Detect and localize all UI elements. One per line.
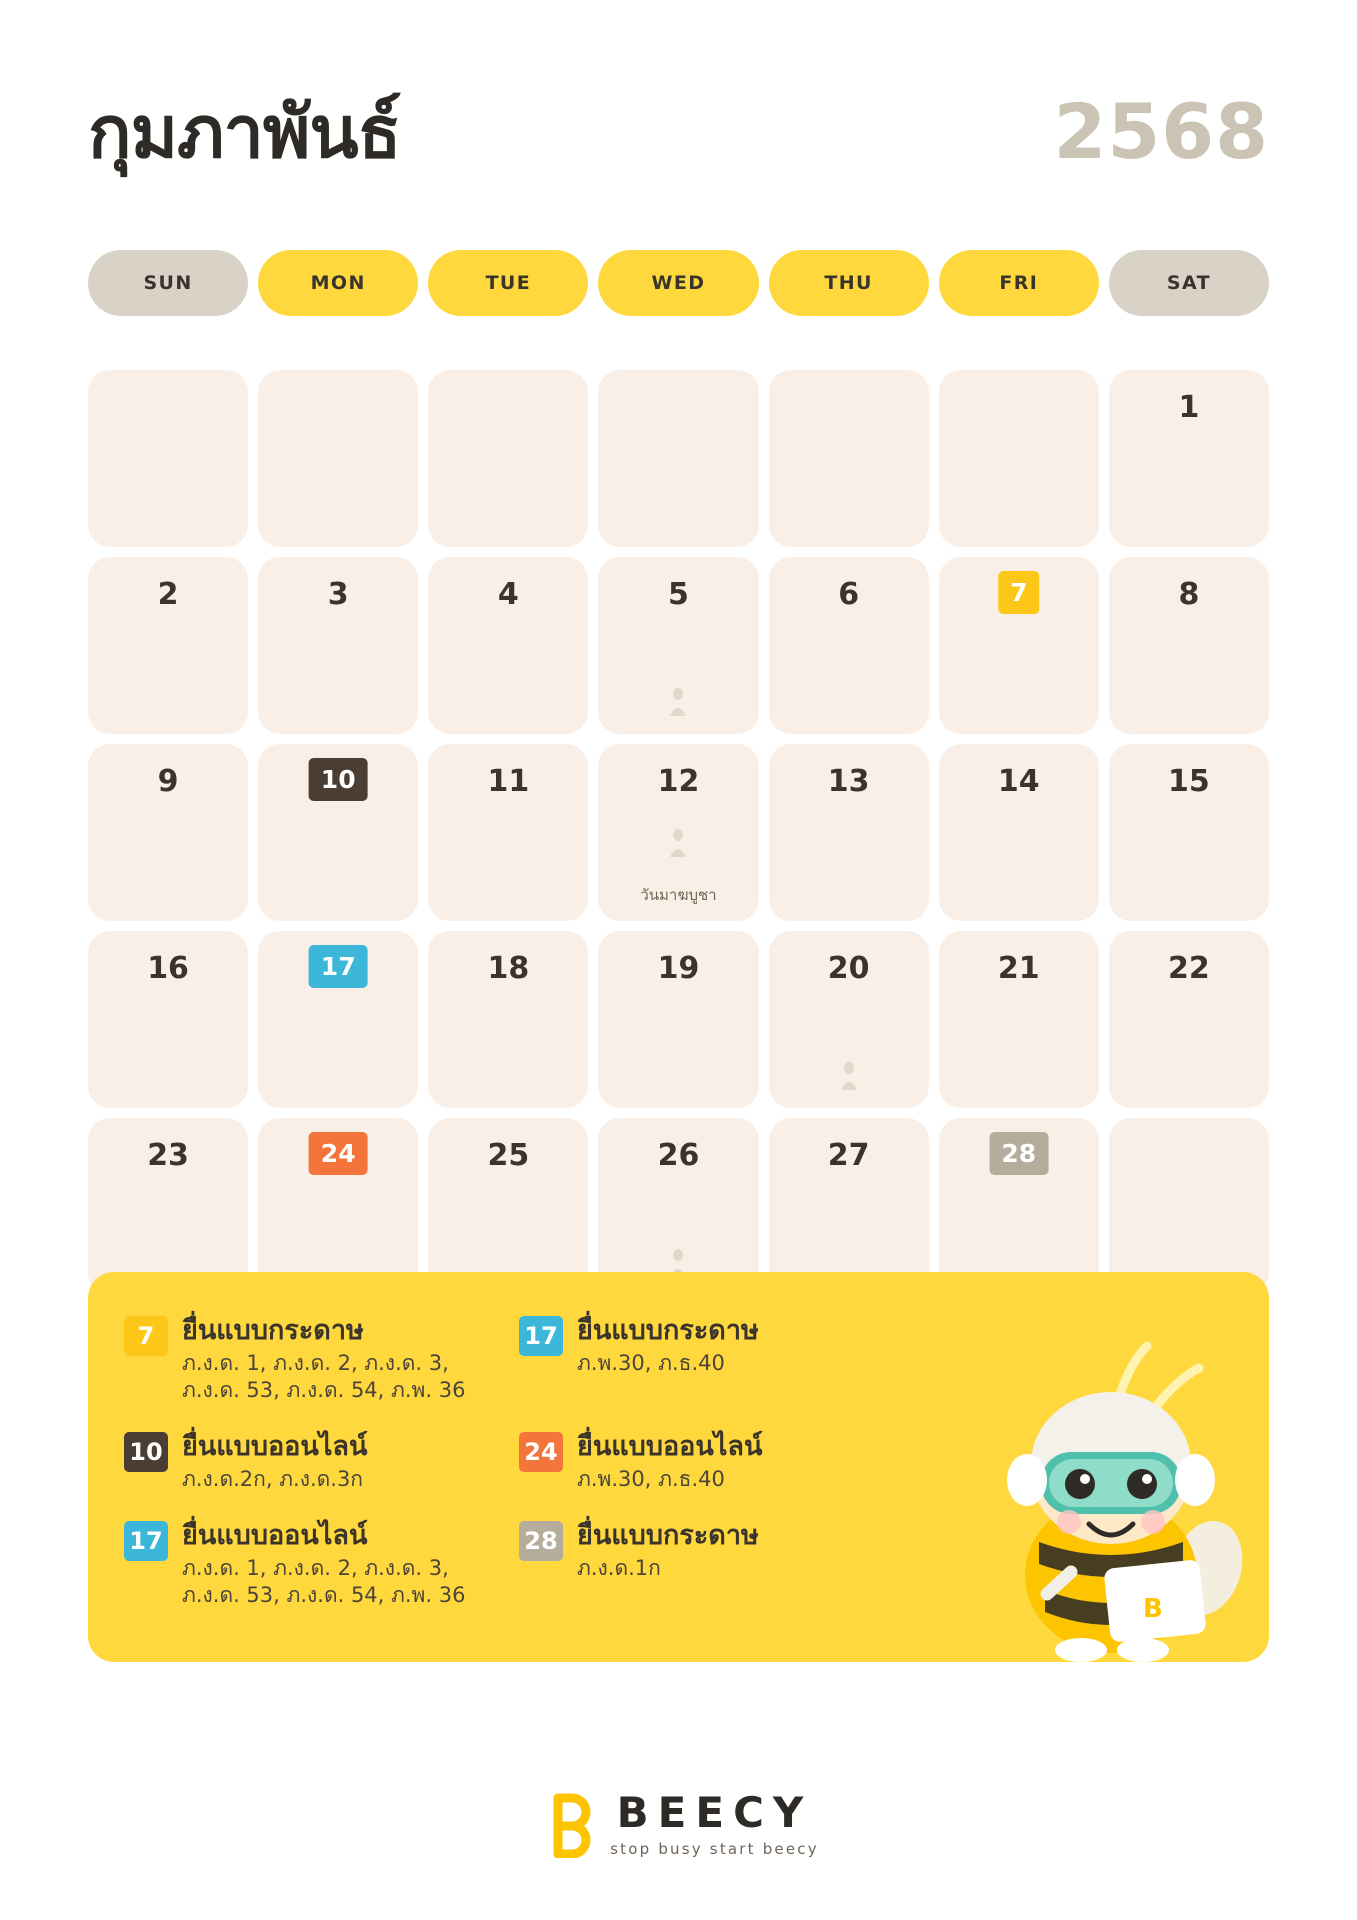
day-number: 19 (657, 951, 700, 986)
weekday-thu: THU (769, 250, 929, 316)
day-cell-empty (88, 370, 248, 547)
day-cell-empty (428, 370, 588, 547)
day-grid (88, 370, 1269, 1295)
legend-text (577, 1430, 762, 1493)
svg-text:B: B (1143, 1594, 1163, 1624)
legend-day-badge: 17 (519, 1316, 563, 1356)
legend-detail: ภ.ง.ด.2ก, ภ.ง.ด.3ก (182, 1467, 364, 1492)
day-number: 14 (997, 764, 1040, 799)
day-cell-20[interactable] (769, 931, 929, 1108)
day-cell-17[interactable] (258, 931, 418, 1108)
weekday-sat: SAT (1109, 250, 1269, 316)
day-cell-12[interactable] (598, 744, 758, 921)
day-number: 11 (487, 764, 530, 799)
day-cell-8[interactable] (1109, 557, 1269, 734)
brand-name: BEECY (616, 1788, 813, 1837)
day-cell-16[interactable] (88, 931, 248, 1108)
day-cell-25[interactable] (428, 1118, 588, 1295)
buddha-icon (665, 686, 691, 724)
footer-brand (0, 1788, 1357, 1858)
legend-day-badge: 10 (124, 1432, 168, 1472)
legend-detail: ภ.ง.ด.1ก (577, 1556, 661, 1581)
day-number: 27 (827, 1138, 870, 1173)
legend-day-badge: 28 (519, 1521, 563, 1561)
legend-title: ยื่นแบบกระดาษ (577, 1315, 759, 1346)
day-number: 25 (487, 1138, 530, 1173)
day-cell-26[interactable] (598, 1118, 758, 1295)
legend-item (519, 1519, 884, 1609)
legend-item (124, 1430, 489, 1493)
day-cell-empty (769, 370, 929, 547)
day-number: 17 (309, 945, 368, 988)
day-cell-15[interactable] (1109, 744, 1269, 921)
day-number: 28 (989, 1132, 1048, 1175)
day-cell-empty (939, 370, 1099, 547)
day-number: 20 (827, 951, 870, 986)
weekday-mon: MON (258, 250, 418, 316)
legend-title: ยื่นแบบออนไลน์ (577, 1431, 763, 1463)
day-number: 4 (497, 577, 519, 612)
legend-text (577, 1519, 759, 1582)
legend-title: ยื่นแบบออนไลน์ (182, 1520, 368, 1552)
day-number: 1 (1178, 390, 1200, 425)
day-number: 21 (997, 951, 1040, 986)
brand-tagline: stop busy start beecy (610, 1840, 819, 1858)
day-number: 10 (309, 758, 368, 801)
legend-title: ยื่นแบบออนไลน์ (182, 1431, 368, 1463)
day-cell-6[interactable] (769, 557, 929, 734)
day-cell-7[interactable] (939, 557, 1099, 734)
day-cell-14[interactable] (939, 744, 1099, 921)
weekday-fri: FRI (939, 250, 1099, 316)
day-cell-empty (598, 370, 758, 547)
day-number: 16 (147, 951, 189, 986)
weekday-sun: SUN (88, 250, 248, 316)
beecy-logo-icon (538, 1792, 596, 1858)
legend-text (182, 1314, 489, 1404)
day-cell-4[interactable] (428, 557, 588, 734)
day-cell-13[interactable] (769, 744, 929, 921)
legend-item (519, 1430, 884, 1493)
weekday-tue: TUE (428, 250, 588, 316)
legend-item (124, 1519, 489, 1609)
day-cell-19[interactable] (598, 931, 758, 1108)
legend-detail: ภ.ง.ด. 1, ภ.ง.ด. 2, ภ.ง.ด. 3, ภ.ง.ด. 53, ภ.ง.ด. 54, ภ.พ. 36 (182, 1556, 466, 1608)
calendar-header (88, 84, 1269, 180)
day-number: 6 (838, 577, 860, 612)
day-cell-21[interactable] (939, 931, 1099, 1108)
brand-text-block (610, 1788, 819, 1858)
day-number: 15 (1168, 764, 1210, 799)
day-number: 3 (327, 577, 349, 612)
day-cell-22[interactable] (1109, 931, 1269, 1108)
day-cell-empty (258, 370, 418, 547)
legend-title: ยื่นแบบกระดาษ (182, 1315, 364, 1346)
day-number: 12 (657, 764, 700, 799)
legend-item (124, 1314, 489, 1404)
legend-detail: ภ.พ.30, ภ.ธ.40 (577, 1350, 725, 1375)
bee-mascot-icon (961, 1332, 1251, 1662)
legend-detail: ภ.พ.30, ภ.ธ.40 (577, 1467, 725, 1492)
day-number: 18 (487, 951, 530, 986)
day-cell-23[interactable] (88, 1118, 248, 1295)
buddha-icon (836, 1060, 862, 1098)
legend-day-badge: 7 (124, 1316, 168, 1356)
day-number: 22 (1168, 951, 1210, 986)
legend-day-badge: 17 (124, 1521, 168, 1561)
day-cell-10[interactable] (258, 744, 418, 921)
day-number: 7 (998, 571, 1039, 614)
legend-text (182, 1430, 367, 1493)
day-cell-11[interactable] (428, 744, 588, 921)
day-cell-empty (1109, 1118, 1269, 1295)
legend-detail: ภ.ง.ด. 1, ภ.ง.ด. 2, ภ.ง.ด. 3, ภ.ง.ด. 53, ภ.ง.ด. 54, ภ.พ. 36 (182, 1350, 466, 1403)
legend-title: ยื่นแบบกระดาษ (577, 1520, 759, 1552)
holiday-label: วันมาฆบูชา (640, 886, 717, 904)
day-cell-1[interactable] (1109, 370, 1269, 547)
day-number: 13 (827, 764, 870, 799)
day-number: 9 (157, 764, 179, 799)
year-title: 2568 (1053, 87, 1269, 176)
legend-panel (88, 1272, 1269, 1662)
day-cell-5[interactable] (598, 557, 758, 734)
day-cell-27[interactable] (769, 1118, 929, 1295)
day-number: 5 (668, 577, 689, 612)
legend-text (577, 1314, 759, 1377)
day-cell-2[interactable] (88, 557, 248, 734)
month-title: กุมภาพันธ์ (88, 90, 401, 174)
weekday-wed: WED (598, 250, 758, 316)
weekday-header-row (88, 250, 1269, 316)
day-number: 8 (1178, 577, 1200, 612)
legend-text (182, 1519, 489, 1609)
day-number: 26 (657, 1138, 700, 1173)
buddha-icon (665, 827, 691, 865)
legend-item (519, 1314, 884, 1404)
day-cell-24[interactable] (258, 1118, 418, 1295)
day-number: 24 (309, 1132, 368, 1175)
day-cell-3[interactable] (258, 557, 418, 734)
legend-day-badge: 24 (519, 1432, 563, 1472)
day-cell-18[interactable] (428, 931, 588, 1108)
day-number: 2 (157, 577, 179, 612)
day-cell-9[interactable] (88, 744, 248, 921)
legend-list (124, 1314, 884, 1610)
day-cell-28[interactable] (939, 1118, 1099, 1295)
day-number: 23 (147, 1138, 189, 1173)
